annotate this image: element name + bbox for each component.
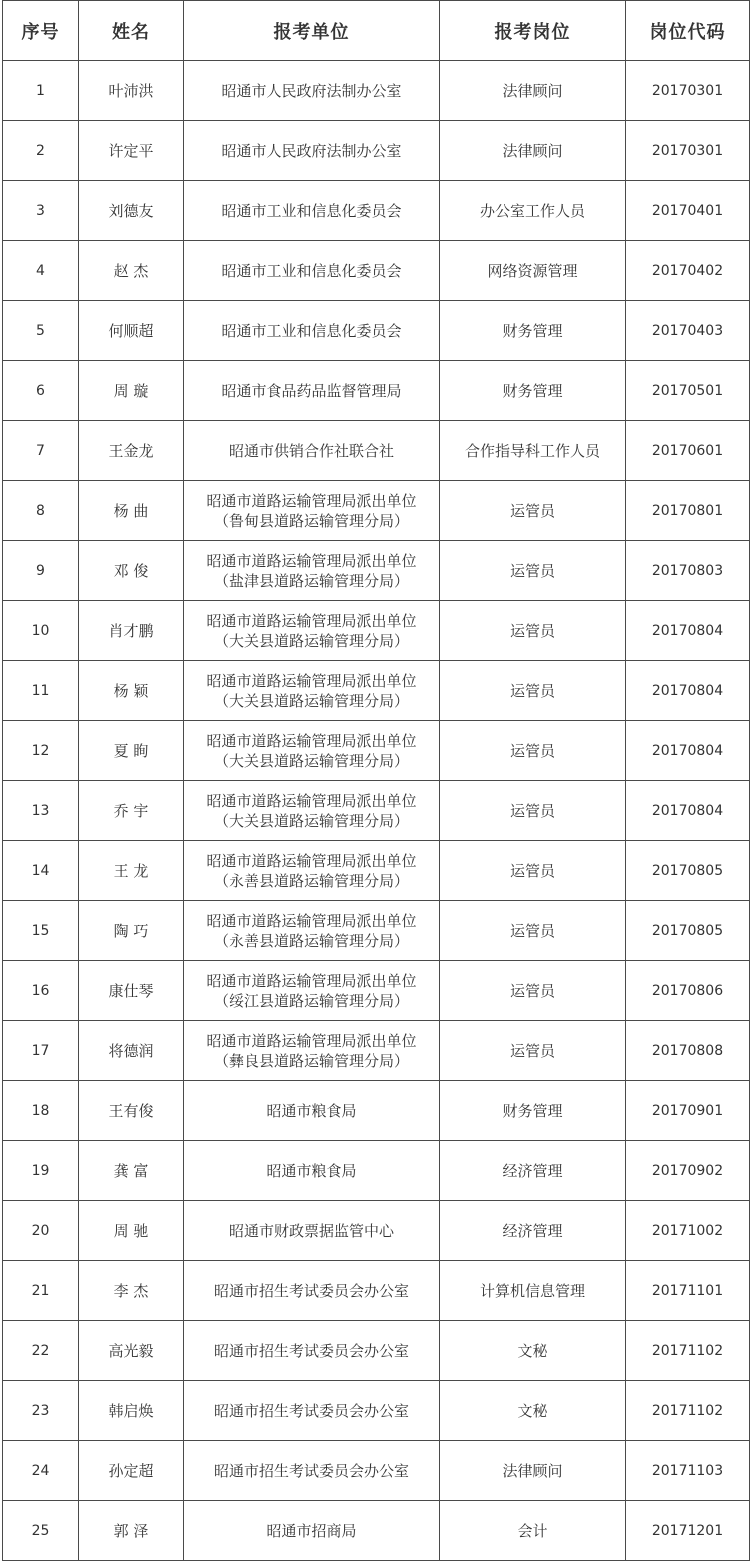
post-cell: 法律顾问 <box>440 61 626 121</box>
name-cell: 孙定超 <box>79 1441 184 1501</box>
row-number-cell: 20 <box>3 1201 79 1261</box>
unit-line: （彝良县道路运输管理分局） <box>213 1051 409 1070</box>
post-cell: 办公室工作人员 <box>440 181 626 241</box>
code-cell: 20170403 <box>626 301 750 361</box>
table-body <box>3 61 750 1561</box>
unit-cell <box>184 121 440 181</box>
row-number-cell: 2 <box>3 121 79 181</box>
post-cell: 经济管理 <box>440 1141 626 1201</box>
name-cell: 周 璇 <box>79 361 184 421</box>
name-cell: 赵 杰 <box>79 241 184 301</box>
unit-cell <box>184 1321 440 1381</box>
post-cell: 运管员 <box>440 541 626 601</box>
unit-cell <box>184 241 440 301</box>
column-header-name: 姓名 <box>79 1 184 61</box>
row-number-cell: 1 <box>3 61 79 121</box>
unit-cell <box>184 901 440 961</box>
unit-line: 昭通市工业和信息化委员会 <box>221 321 402 340</box>
post-cell: 财务管理 <box>440 301 626 361</box>
unit-line: 昭通市供销合作社联合社 <box>228 441 394 460</box>
name-cell: 王有俊 <box>79 1081 184 1141</box>
post-cell: 法律顾问 <box>440 121 626 181</box>
unit-line: 昭通市道路运输管理局派出单位 <box>206 851 417 870</box>
unit-line: （大关县道路运输管理分局） <box>213 811 409 830</box>
post-cell: 运管员 <box>440 481 626 541</box>
code-cell: 20170402 <box>626 241 750 301</box>
code-cell: 20170803 <box>626 541 750 601</box>
unit-cell <box>184 1141 440 1201</box>
table-row <box>3 61 750 121</box>
unit-line: （永善县道路运输管理分局） <box>213 871 409 890</box>
name-cell: 夏 眴 <box>79 721 184 781</box>
table-row <box>3 121 750 181</box>
table-row <box>3 661 750 721</box>
name-cell: 杨 颖 <box>79 661 184 721</box>
post-cell: 运管员 <box>440 721 626 781</box>
row-number-cell: 13 <box>3 781 79 841</box>
post-cell: 文秘 <box>440 1381 626 1441</box>
table-header-row <box>3 1 750 61</box>
table-row <box>3 1081 750 1141</box>
code-cell: 20170805 <box>626 901 750 961</box>
row-number-cell: 22 <box>3 1321 79 1381</box>
code-cell: 20170901 <box>626 1081 750 1141</box>
unit-cell <box>184 61 440 121</box>
code-cell: 20170804 <box>626 781 750 841</box>
table-row <box>3 721 750 781</box>
table-row <box>3 1261 750 1321</box>
unit-line: （大关县道路运输管理分局） <box>213 691 409 710</box>
unit-line: 昭通市财政票据监管中心 <box>228 1221 394 1240</box>
post-cell: 财务管理 <box>440 361 626 421</box>
name-cell: 康仕琴 <box>79 961 184 1021</box>
post-cell: 文秘 <box>440 1321 626 1381</box>
unit-line: （大关县道路运输管理分局） <box>213 631 409 650</box>
unit-cell <box>184 421 440 481</box>
table-row <box>3 1321 750 1381</box>
code-cell: 20170804 <box>626 721 750 781</box>
unit-line: （绥江县道路运输管理分局） <box>213 991 409 1010</box>
column-header-post: 报考岗位 <box>440 1 626 61</box>
post-cell: 财务管理 <box>440 1081 626 1141</box>
table-row <box>3 361 750 421</box>
unit-cell <box>184 841 440 901</box>
table-row <box>3 541 750 601</box>
code-cell: 20171103 <box>626 1441 750 1501</box>
post-cell: 运管员 <box>440 781 626 841</box>
table-row <box>3 961 750 1021</box>
table-row <box>3 781 750 841</box>
unit-cell <box>184 661 440 721</box>
name-cell: 叶沛洪 <box>79 61 184 121</box>
code-cell: 20171201 <box>626 1501 750 1561</box>
unit-line: 昭通市工业和信息化委员会 <box>221 201 402 220</box>
unit-cell <box>184 1081 440 1141</box>
code-cell: 20170902 <box>626 1141 750 1201</box>
table-row <box>3 601 750 661</box>
name-cell: 龚 富 <box>79 1141 184 1201</box>
row-number-cell: 3 <box>3 181 79 241</box>
code-cell: 20170301 <box>626 61 750 121</box>
name-cell: 李 杰 <box>79 1261 184 1321</box>
post-cell: 法律顾问 <box>440 1441 626 1501</box>
unit-line: 昭通市食品药品监督管理局 <box>221 381 402 400</box>
row-number-cell: 12 <box>3 721 79 781</box>
code-cell: 20170301 <box>626 121 750 181</box>
unit-cell <box>184 1381 440 1441</box>
name-cell: 杨 曲 <box>79 481 184 541</box>
table-row <box>3 481 750 541</box>
name-cell: 郭 泽 <box>79 1501 184 1561</box>
unit-line: 昭通市道路运输管理局派出单位 <box>206 491 417 510</box>
unit-cell <box>184 1021 440 1081</box>
unit-cell <box>184 1501 440 1561</box>
name-cell: 王金龙 <box>79 421 184 481</box>
table-row <box>3 241 750 301</box>
row-number-cell: 15 <box>3 901 79 961</box>
code-cell: 20170601 <box>626 421 750 481</box>
table-row <box>3 1021 750 1081</box>
unit-line: 昭通市人民政府法制办公室 <box>221 81 402 100</box>
unit-cell <box>184 1261 440 1321</box>
post-cell: 合作指导科工作人员 <box>440 421 626 481</box>
name-cell: 许定平 <box>79 121 184 181</box>
table-row <box>3 181 750 241</box>
table-row <box>3 1201 750 1261</box>
unit-line: 昭通市道路运输管理局派出单位 <box>206 671 417 690</box>
code-cell: 20170805 <box>626 841 750 901</box>
unit-line: 昭通市招商局 <box>266 1521 357 1540</box>
row-number-cell: 6 <box>3 361 79 421</box>
row-number-cell: 24 <box>3 1441 79 1501</box>
code-cell: 20170501 <box>626 361 750 421</box>
unit-line: 昭通市招生考试委员会办公室 <box>213 1281 409 1300</box>
unit-line: 昭通市道路运输管理局派出单位 <box>206 731 417 750</box>
post-cell: 会计 <box>440 1501 626 1561</box>
code-cell: 20170806 <box>626 961 750 1021</box>
post-cell: 计算机信息管理 <box>440 1261 626 1321</box>
post-cell: 运管员 <box>440 1021 626 1081</box>
post-cell: 运管员 <box>440 661 626 721</box>
table-row <box>3 301 750 361</box>
table-row <box>3 1501 750 1561</box>
post-cell: 运管员 <box>440 841 626 901</box>
unit-line: （大关县道路运输管理分局） <box>213 751 409 770</box>
code-cell: 20171101 <box>626 1261 750 1321</box>
unit-cell <box>184 541 440 601</box>
name-cell: 王 龙 <box>79 841 184 901</box>
code-cell: 20170801 <box>626 481 750 541</box>
row-number-cell: 14 <box>3 841 79 901</box>
unit-line: （永善县道路运输管理分局） <box>213 931 409 950</box>
row-number-cell: 21 <box>3 1261 79 1321</box>
name-cell: 邓 俊 <box>79 541 184 601</box>
name-cell: 高光毅 <box>79 1321 184 1381</box>
unit-cell <box>184 721 440 781</box>
row-number-cell: 18 <box>3 1081 79 1141</box>
row-number-cell: 9 <box>3 541 79 601</box>
code-cell: 20170804 <box>626 661 750 721</box>
table-row <box>3 421 750 481</box>
column-header-number: 序号 <box>3 1 79 61</box>
unit-cell <box>184 481 440 541</box>
unit-cell <box>184 961 440 1021</box>
name-cell: 刘德友 <box>79 181 184 241</box>
table-row <box>3 1441 750 1501</box>
unit-line: 昭通市道路运输管理局派出单位 <box>206 791 417 810</box>
name-cell: 肖才鹏 <box>79 601 184 661</box>
column-header-code: 岗位代码 <box>626 1 750 61</box>
unit-line: 昭通市粮食局 <box>266 1101 357 1120</box>
unit-line: 昭通市粮食局 <box>266 1161 357 1180</box>
unit-line: 昭通市道路运输管理局派出单位 <box>206 1031 417 1050</box>
code-cell: 20170804 <box>626 601 750 661</box>
unit-line: 昭通市道路运输管理局派出单位 <box>206 971 417 990</box>
unit-cell <box>184 181 440 241</box>
unit-cell <box>184 601 440 661</box>
unit-line: 昭通市招生考试委员会办公室 <box>213 1401 409 1420</box>
name-cell: 乔 宇 <box>79 781 184 841</box>
unit-line: （盐津县道路运输管理分局） <box>213 571 409 590</box>
unit-line: 昭通市道路运输管理局派出单位 <box>206 551 417 570</box>
row-number-cell: 4 <box>3 241 79 301</box>
row-number-cell: 23 <box>3 1381 79 1441</box>
code-cell: 20170401 <box>626 181 750 241</box>
unit-line: 昭通市招生考试委员会办公室 <box>213 1461 409 1480</box>
row-number-cell: 10 <box>3 601 79 661</box>
row-number-cell: 19 <box>3 1141 79 1201</box>
table-row <box>3 841 750 901</box>
row-number-cell: 16 <box>3 961 79 1021</box>
post-cell: 运管员 <box>440 601 626 661</box>
table-row <box>3 901 750 961</box>
table-row <box>3 1141 750 1201</box>
name-cell: 周 驰 <box>79 1201 184 1261</box>
row-number-cell: 11 <box>3 661 79 721</box>
unit-line: （鲁甸县道路运输管理分局） <box>213 511 409 530</box>
name-cell: 陶 巧 <box>79 901 184 961</box>
column-header-unit: 报考单位 <box>184 1 440 61</box>
post-cell: 网络资源管理 <box>440 241 626 301</box>
unit-line: 昭通市道路运输管理局派出单位 <box>206 911 417 930</box>
row-number-cell: 7 <box>3 421 79 481</box>
name-cell: 将德润 <box>79 1021 184 1081</box>
post-cell: 运管员 <box>440 901 626 961</box>
unit-cell <box>184 1441 440 1501</box>
unit-line: 昭通市招生考试委员会办公室 <box>213 1341 409 1360</box>
code-cell: 20170808 <box>626 1021 750 1081</box>
row-number-cell: 25 <box>3 1501 79 1561</box>
code-cell: 20171002 <box>626 1201 750 1261</box>
code-cell: 20171102 <box>626 1381 750 1441</box>
unit-line: 昭通市人民政府法制办公室 <box>221 141 402 160</box>
unit-cell <box>184 1201 440 1261</box>
unit-line: 昭通市道路运输管理局派出单位 <box>206 611 417 630</box>
name-cell: 韩启焕 <box>79 1381 184 1441</box>
unit-cell <box>184 361 440 421</box>
name-cell: 何顺超 <box>79 301 184 361</box>
unit-cell <box>184 781 440 841</box>
post-cell: 经济管理 <box>440 1201 626 1261</box>
unit-cell <box>184 301 440 361</box>
row-number-cell: 8 <box>3 481 79 541</box>
table-row <box>3 1381 750 1441</box>
code-cell: 20171102 <box>626 1321 750 1381</box>
unit-line: 昭通市工业和信息化委员会 <box>221 261 402 280</box>
post-cell: 运管员 <box>440 961 626 1021</box>
row-number-cell: 17 <box>3 1021 79 1081</box>
candidate-table <box>2 0 750 1561</box>
row-number-cell: 5 <box>3 301 79 361</box>
